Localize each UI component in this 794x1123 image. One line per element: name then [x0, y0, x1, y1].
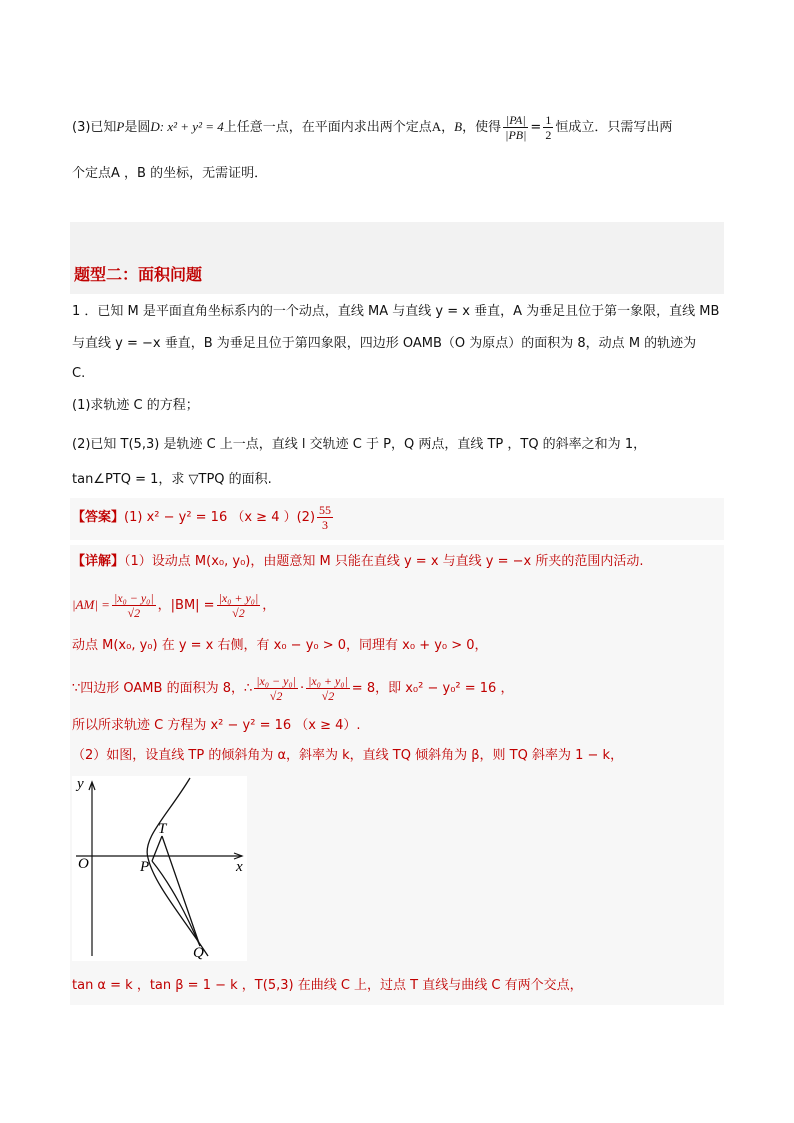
- origin-label: O: [78, 856, 89, 872]
- detail-line-7: tan α = k ，tan β = 1 − k ，T(5,3) 在曲线 C 上，过点 T 直线与曲线 C 有两个交点，: [72, 978, 583, 993]
- detail-line-4: ∵四边形 OAMB 的面积为 8，∴ $\frac{\text{|x₀ − y₀|}}{√2}$ · $\frac{\text{|x₀ + y₀|}}{√2}$ = 8，即 x₀² − y₀² = 16 ，: [72, 674, 514, 703]
- am-fraction: $\frac{\text{|x₀ − y₀|}}{√2}$: [113, 591, 154, 620]
- section-title: 题型二：面积问题: [74, 265, 203, 284]
- detail-line-3: 动点 M(x₀, y₀) 在 y = x 右侧，有 x₀ − y₀ > 0，同理有 x₀ + y₀ > 0，: [72, 638, 488, 653]
- subquestion-2-cont: tan∠PTQ = 1，求 ▽TPQ 的面积.: [72, 472, 272, 487]
- bm-fraction: $\frac{\text{|x₀ + y₀|}}{√2}$: [218, 591, 259, 620]
- subquestion-1: (1)求轨迹 C 的方程；: [72, 398, 199, 413]
- ratio-fraction: $\frac{|PA|}{|PB|}$: [505, 113, 527, 142]
- figure-svg: [72, 776, 247, 961]
- detail-line-2: |AM| = $\frac{\text{|x₀ − y₀|}}{√2}$ ，|BM| = $\frac{\text{|x₀ + y₀|}}{√2}$ ，: [72, 591, 276, 620]
- line-tp: [152, 836, 162, 861]
- area-fraction-1: $\frac{\text{|x₀ − y₀|}}{√2}$: [256, 674, 296, 703]
- point-p-label: P: [140, 859, 150, 875]
- half-fraction: $\frac{1}{2}$: [545, 113, 552, 142]
- problem-line-1: 1 ．已知 M 是平面直角坐标系内的一个动点，直线 MA 与直线 y = x 垂直，A 为垂足且位于第一象限，直线 MB: [72, 304, 720, 319]
- problem-line-2: 与直线 y = −x 垂直，B 为垂足且位于第四象限，四边形 OAMB（O 为原点）的面积为 8，动点 M 的轨迹为: [72, 336, 697, 351]
- area-fraction-2: $\frac{\text{|x₀ + y₀|}}{√2}$: [308, 674, 348, 703]
- problem-line-3: C.: [72, 366, 86, 381]
- question-3-line-2: 个定点A ，B 的坐标，无需证明．: [72, 166, 268, 181]
- point-t-label: T: [158, 821, 167, 837]
- answer-tag: 【答案】: [72, 510, 125, 525]
- detail-line-1: 【详解】（1）设动点 M(x₀, y₀)，由题意知 M 只能在直线 y = x 与直线 y = −x 所夹的范围内活动.: [72, 554, 644, 569]
- question-3-line-1: (3)已知P是圆D: x² + y² = 4上任意一点，在平面内求出两个定点A，B，使得 $\frac{|PA|}{|PB|}$ = $\frac{1}{2}$ 恒成立．只需写出两: [72, 113, 673, 142]
- detail-tag: 【详解】: [72, 554, 125, 569]
- x-label: x: [236, 859, 243, 875]
- detail-line-6: （2）如图，设直线 TP 的倾斜角为 α，斜率为 k，直线 TQ 倾斜角为 β，则 TQ 斜率为 1 − k，: [72, 748, 624, 763]
- answer-line: 【答案】(1) x² − y² = 16 （x ≥ 4 ）(2) $\frac{55}{3}$: [72, 503, 332, 532]
- hyperbola-figure: [72, 776, 247, 961]
- y-label: y: [77, 776, 84, 792]
- detail-line-5: 所以所求轨迹 C 方程为 x² − y² = 16 （x ≥ 4）.: [72, 718, 361, 733]
- line-tq: [162, 836, 200, 946]
- answer-fraction: $\frac{55}{3}$: [319, 503, 332, 532]
- subquestion-2: (2)已知 T(5,3) 是轨迹 C 上一点，直线 l 交轨迹 C 于 P，Q 两点，直线 TP ，TQ 的斜率之和为 1，: [72, 437, 647, 452]
- point-q-label: Q: [193, 945, 204, 961]
